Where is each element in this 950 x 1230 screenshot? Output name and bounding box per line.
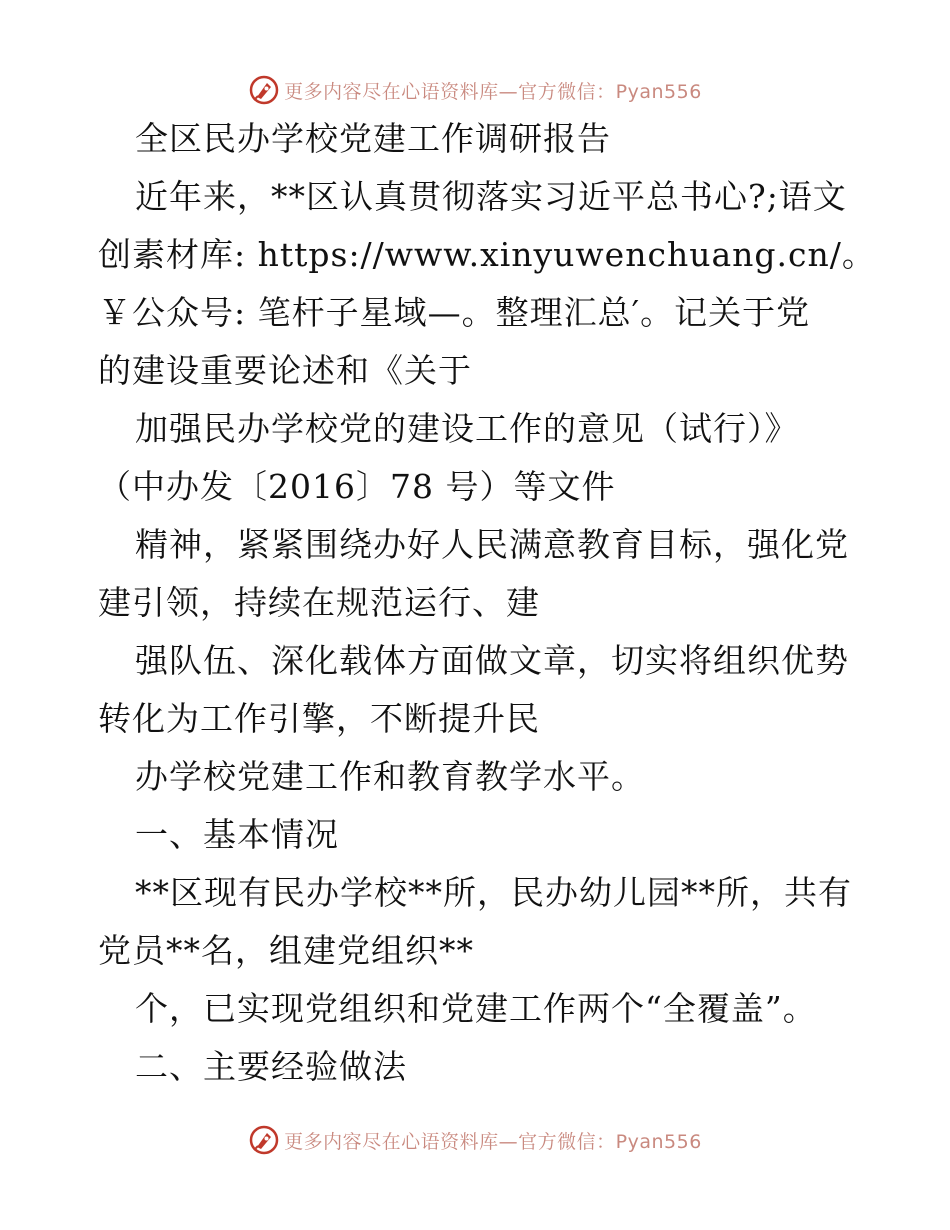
doc-line: 加强民办学校党的建设工作的意见（试行）》 xyxy=(135,409,799,448)
pen-nib-logo-icon xyxy=(248,1124,280,1156)
doc-line: **区现有民办学校**所，民办幼儿园**所，共有 xyxy=(135,873,852,912)
section-heading: 二、主要经验做法 xyxy=(135,1047,407,1086)
doc-line: 的建设重要论述和《关于 xyxy=(98,351,472,390)
doc-line: 转化为工作引擎，不断提升民 xyxy=(98,699,540,738)
watermark-text: 更多内容尽在心语资料库—官方微信：Pyan556 xyxy=(284,80,702,103)
watermark-text: 更多内容尽在心语资料库—官方微信：Pyan556 xyxy=(284,1130,702,1153)
footer-watermark xyxy=(0,1120,950,1160)
doc-line: 创素材库: https://www.xinyuwenchuang.cn/。 xyxy=(98,235,876,274)
doc-line: 办学校党建工作和教育教学水平。 xyxy=(135,757,645,796)
doc-title: 全区民办学校党建工作调研报告 xyxy=(135,119,611,158)
doc-line: 强队伍、深化载体方面做文章，切实将组织优势 xyxy=(135,641,849,680)
doc-line: 建引领，持续在规范运行、建 xyxy=(98,583,540,622)
doc-line: （中办发〔2016〕78 号）等文件 xyxy=(98,467,616,506)
header-watermark xyxy=(0,70,950,110)
doc-line: 近年来，**区认真贯彻落实习近平总书心?;语文 xyxy=(135,177,847,216)
section-heading: 一、基本情况 xyxy=(135,815,339,854)
doc-line: 个，已实现党组织和党建工作两个“全覆盖”。 xyxy=(135,989,817,1028)
doc-line: 党员**名，组建党组织** xyxy=(98,931,474,970)
pen-nib-logo-icon xyxy=(248,74,280,106)
doc-line: 精神，紧紧围绕办好人民满意教育目标，强化党 xyxy=(135,525,849,564)
doc-line: ￥公众号: 笔杆子星域—。整理汇总′。记关于党 xyxy=(98,293,811,332)
